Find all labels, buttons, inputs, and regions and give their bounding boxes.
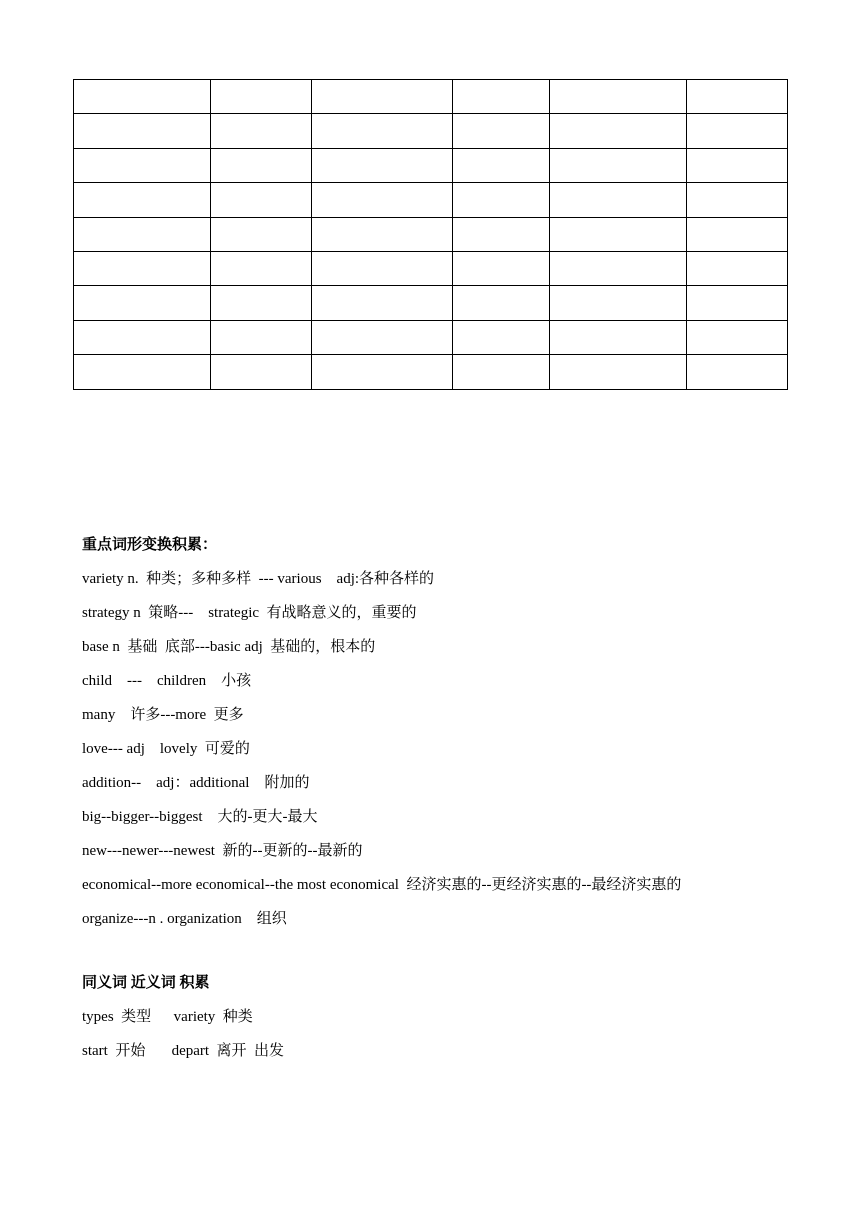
table-row <box>74 217 788 251</box>
word-form-entry: big--bigger--biggest 大的-更大-最大 <box>82 809 318 825</box>
table-cell <box>550 320 687 354</box>
table-cell <box>550 217 687 251</box>
table-cell <box>312 286 453 320</box>
table-cell <box>453 320 550 354</box>
table-cell <box>312 148 453 182</box>
table-cell <box>687 355 788 389</box>
blank-table <box>73 79 788 390</box>
table-cell <box>550 355 687 389</box>
table-row <box>74 251 788 285</box>
table-row <box>74 183 788 217</box>
table-row <box>74 114 788 148</box>
synonym-section <box>82 973 802 1075</box>
table-cell <box>312 217 453 251</box>
table-cell <box>74 320 211 354</box>
word-form-entry: child --- children 小孩 <box>82 673 252 689</box>
table-row <box>74 80 788 114</box>
table-cell <box>211 183 312 217</box>
table-cell <box>211 355 312 389</box>
table-cell <box>550 183 687 217</box>
word-form-entry: base n 基础 底部---basic adj 基础的，根本的 <box>82 639 376 655</box>
table-cell <box>687 217 788 251</box>
table-cell <box>211 80 312 114</box>
synonym-entry: start 开始 depart 离开 出发 <box>82 1043 285 1059</box>
table-cell <box>687 320 788 354</box>
table-row <box>74 355 788 389</box>
table-cell <box>74 286 211 320</box>
table-cell <box>74 80 211 114</box>
table-cell <box>74 217 211 251</box>
table-cell <box>550 251 687 285</box>
table-cell <box>687 286 788 320</box>
table-cell <box>687 183 788 217</box>
table-cell <box>74 183 211 217</box>
word-form-entry: many 许多---more 更多 <box>82 707 244 723</box>
table-cell <box>453 217 550 251</box>
table-cell <box>687 114 788 148</box>
table-cell <box>453 286 550 320</box>
table-cell <box>211 114 312 148</box>
table-cell <box>453 251 550 285</box>
table-cell <box>211 251 312 285</box>
word-form-entry: organize---n . organization 组织 <box>82 911 287 927</box>
table-cell <box>312 183 453 217</box>
table-cell <box>312 355 453 389</box>
table-cell <box>312 114 453 148</box>
word-form-title: 重点词形变换积累： <box>82 537 218 553</box>
word-form-entry: economical--more economical--the most economical 经济实惠的--更经济实惠的--最经济实惠的 <box>82 877 682 893</box>
table-row <box>74 286 788 320</box>
table-cell <box>687 80 788 114</box>
table-cell <box>687 251 788 285</box>
table-cell <box>550 80 687 114</box>
table-cell <box>453 114 550 148</box>
table-row <box>74 320 788 354</box>
table-cell <box>453 183 550 217</box>
table-cell <box>312 320 453 354</box>
table-cell <box>74 114 211 148</box>
word-form-section <box>82 535 802 943</box>
table-cell <box>687 148 788 182</box>
blank-table-body <box>74 80 788 390</box>
table-cell <box>312 80 453 114</box>
table-row <box>74 148 788 182</box>
table-cell <box>550 286 687 320</box>
word-form-entry: variety n. 种类；多种多样 --- various adj:各种各样的 <box>82 571 435 587</box>
table-cell <box>211 148 312 182</box>
table-cell <box>74 251 211 285</box>
table-cell <box>550 148 687 182</box>
table-cell <box>74 148 211 182</box>
word-form-entry: strategy n 策略--- strategic 有战略意义的，重要的 <box>82 605 417 621</box>
table-cell <box>312 251 453 285</box>
word-form-entry: addition-- adj：additional 附加的 <box>82 775 310 791</box>
word-form-entry: love--- adj lovely 可爱的 <box>82 741 250 757</box>
table-cell <box>211 286 312 320</box>
table-cell <box>550 114 687 148</box>
table-cell <box>74 355 211 389</box>
table-cell <box>453 80 550 114</box>
word-form-entry: new---newer---newest 新的--更新的--最新的 <box>82 843 363 859</box>
table-cell <box>211 217 312 251</box>
synonym-entry: types 类型 variety 种类 <box>82 1009 253 1025</box>
synonym-title: 同义词 近义词 积累 <box>82 975 210 991</box>
table-cell <box>211 320 312 354</box>
table-cell <box>453 148 550 182</box>
table-cell <box>453 355 550 389</box>
